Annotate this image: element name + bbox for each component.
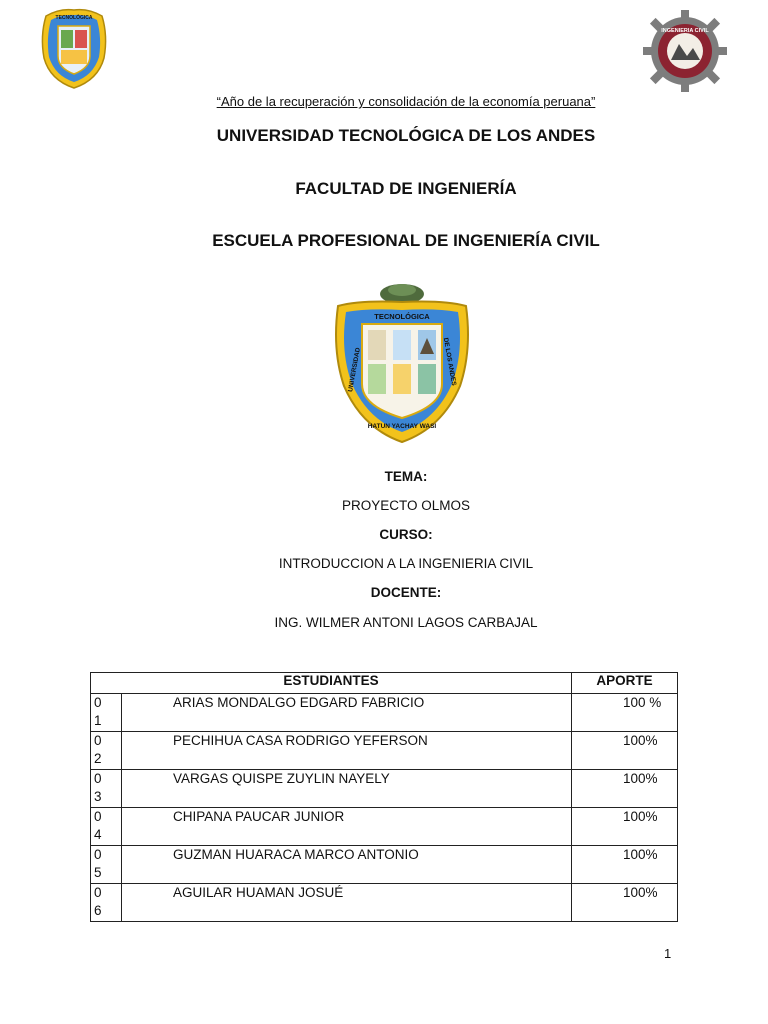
student-aporte: 100 % bbox=[572, 694, 678, 732]
student-name: GUZMAN HUARACA MARCO ANTONIO bbox=[122, 846, 572, 884]
student-aporte: 100% bbox=[572, 732, 678, 770]
crest-bottom-text: HATUN YACHAY WASI bbox=[367, 423, 437, 430]
university-name: UNIVERSIDAD TECNOLÓGICA DE LOS ANDES bbox=[216, 126, 596, 145]
student-aporte: 100% bbox=[572, 770, 678, 808]
faculty-name: FACULTAD DE INGENIERÍA bbox=[295, 179, 517, 198]
student-name: AGUILAR HUAMAN JOSUÉ bbox=[122, 884, 572, 922]
student-name: CHIPANA PAUCAR JUNIOR bbox=[122, 808, 572, 846]
right-logo-text: INGENIERIA CIVIL bbox=[661, 28, 709, 34]
students-table bbox=[90, 672, 678, 922]
curso-label: CURSO: bbox=[379, 527, 433, 542]
docente-label: DOCENTE: bbox=[370, 585, 442, 600]
crest-left-text: UNIVERSIDAD bbox=[347, 347, 362, 393]
crest-top-text: TECNOLÓGICA bbox=[374, 312, 430, 321]
year-motto: “Año de la recuperación y consolidación de la economía peruana” bbox=[216, 94, 596, 109]
student-name: ARIAS MONDALGO EDGARD FABRICIO bbox=[122, 694, 572, 732]
university-crest-logo-left bbox=[36, 6, 112, 90]
table-row bbox=[91, 846, 678, 884]
student-name: PECHIHUA CASA RODRIGO YEFERSON bbox=[122, 732, 572, 770]
left-logo-text: TECNOLÓGICA bbox=[55, 15, 93, 21]
row-number: 0 4 bbox=[91, 808, 122, 846]
table-row bbox=[91, 808, 678, 846]
curso-value: INTRODUCCION A LA INGENIERIA CIVIL bbox=[278, 556, 534, 571]
table-row bbox=[91, 884, 678, 922]
row-number: 0 3 bbox=[91, 770, 122, 808]
student-aporte: 100% bbox=[572, 846, 678, 884]
students-header: ESTUDIANTES bbox=[91, 673, 572, 694]
docente-value: ING. WILMER ANTONI LAGOS CARBAJAL bbox=[274, 615, 538, 630]
table-header-row bbox=[91, 673, 678, 694]
university-crest-center bbox=[332, 280, 472, 444]
table-row bbox=[91, 694, 678, 732]
aporte-header: APORTE bbox=[572, 673, 678, 694]
tema-value: PROYECTO OLMOS bbox=[341, 498, 471, 513]
student-aporte: 100% bbox=[572, 808, 678, 846]
civil-engineering-gear-logo bbox=[643, 10, 727, 92]
school-name: ESCUELA PROFESIONAL DE INGENIERÍA CIVIL bbox=[212, 231, 600, 250]
table-row bbox=[91, 732, 678, 770]
student-name: VARGAS QUISPE ZUYLIN NAYELY bbox=[122, 770, 572, 808]
row-number: 0 1 bbox=[91, 694, 122, 732]
row-number: 0 5 bbox=[91, 846, 122, 884]
crest-right-text: DE LOS ANDES bbox=[441, 337, 458, 387]
page-number: 1 bbox=[664, 946, 672, 961]
row-number: 0 6 bbox=[91, 884, 122, 922]
row-number: 0 2 bbox=[91, 732, 122, 770]
table-row bbox=[91, 770, 678, 808]
student-aporte: 100% bbox=[572, 884, 678, 922]
tema-label: TEMA: bbox=[384, 469, 428, 484]
